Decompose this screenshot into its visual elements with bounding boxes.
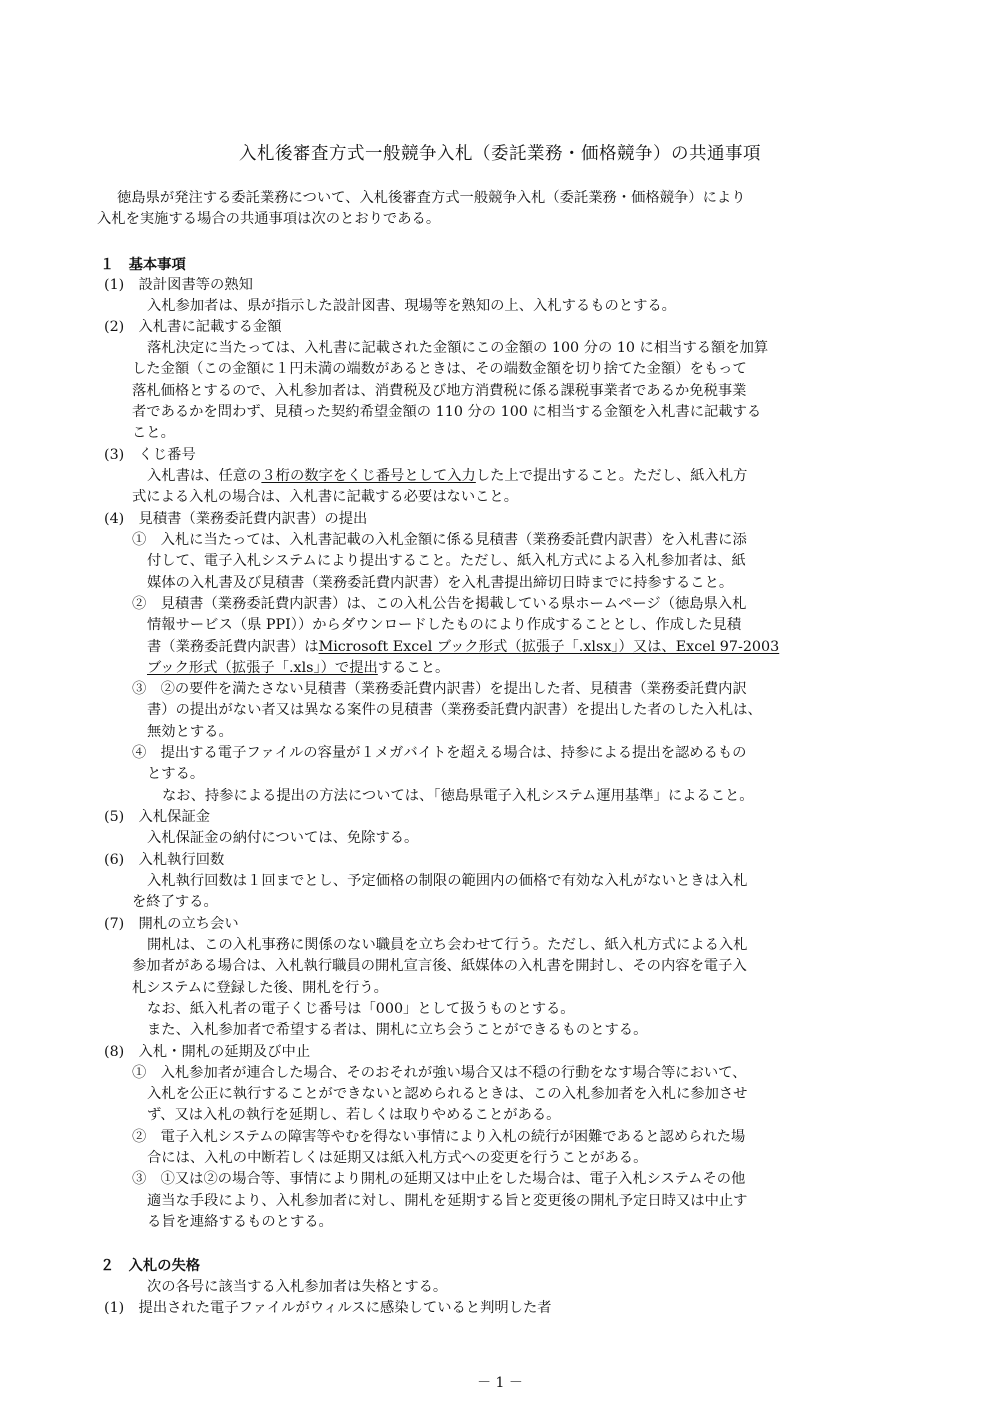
list-item-line: ① 入札参加者が連合した場合、そのおそれが強い場合又は不穏の行動をなす場合等において、 (132, 1065, 747, 1081)
section-heading: ２ 入札の失格 (100, 1258, 201, 1274)
text-segment: すること。 (377, 660, 450, 676)
section-heading: １ 基本事項 (100, 257, 186, 273)
paragraph-line: を終了する。 (132, 894, 218, 910)
list-item-line: 入札を公正に執行することができないと認められるときは、この入札参加者を入札に参加させ (147, 1086, 748, 1102)
paragraph-line: 入札執行回数は１回までとし、予定価格の制限の範囲内の価格で有効な入札がないときは入札 (147, 873, 748, 889)
page-number: － 1 － (477, 1375, 523, 1391)
paragraph-line: した金額（この金額に１円未満の端数があるときは、その端数金額を切り捨てた金額）をもって (132, 361, 747, 377)
list-item-line: ③ ①又は②の場合等、事情により開札の延期又は中止をした場合は、電子入札システムその他 (132, 1171, 746, 1187)
paragraph-line: 入札参加者は、県が指示した設計図書、現場等を熟知の上、入札するものとする。 (147, 298, 676, 314)
list-item-line: 媒体の入札書及び見積書（業務委託費内訳書）を入札書提出締切日時までに持参すること。 (147, 575, 734, 591)
list-item-line (147, 658, 449, 678)
subsection-heading: (1) 提出された電子ファイルがウィルスに感染していると判明した者 (104, 1300, 552, 1316)
list-item-line: ① 入札に当たっては、入札書記載の入札金額に係る見積書（業務委託費内訳書）を入札書に添 (132, 532, 747, 548)
text-segment: 入札書は、任意の (147, 468, 262, 484)
subsection-heading: (3) くじ番号 (104, 447, 196, 463)
list-item-line: 適当な手段により、入札参加者に対し、開札を延期する旨と変更後の開札予定日時又は中止す (147, 1193, 748, 1209)
paragraph-line: なお、紙入札者の電子くじ番号は「000」として扱うものとする。 (147, 1001, 575, 1017)
subsection-heading: (5) 入札保証金 (104, 809, 211, 825)
paragraph-line: 落札決定に当たっては、入札書に記載された金額にこの金額の 100 分の 10 に相当する額を加算 (147, 340, 769, 356)
document-title: 入札後審査方式一般競争入札（委託業務・価格競争）の共通事項 (239, 144, 761, 164)
paragraph-line: 入札保証金の納付については、免除する。 (147, 830, 419, 846)
paragraph-line: また、入札参加者で希望する者は、開札に立ち会うことができるものとする。 (147, 1022, 648, 1038)
paragraph-line: 落札価格とするので、入札参加者は、消費税及び地方消費税に係る課税事業者であるか免税事業 (132, 383, 747, 399)
subsection-heading: (2) 入札書に記載する金額 (104, 319, 282, 335)
subsection-heading: (4) 見積書（業務委託費内訳書）の提出 (104, 511, 368, 527)
list-item-line: 情報サービス（県 PPI））からダウンロードしたものにより作成することとし、作成した見積 (147, 617, 742, 633)
intro-line: 徳島県が発注する委託業務について、入札後審査方式一般競争入札（委託業務・価格競争）により (117, 190, 746, 206)
text-segment: した上で提出すること。ただし、紙入札方 (475, 468, 748, 484)
paragraph-line: 式による入札の場合は、入札書に記載する必要はないこと。 (132, 489, 519, 505)
subsection-heading: (8) 入札・開札の延期及び中止 (104, 1044, 311, 1060)
underlined-text: ブック形式（拡張子「.xls」）で提出 (147, 660, 378, 676)
list-item-line: ず、又は入札の執行を延期し、若しくは取りやめることがある。 (147, 1107, 561, 1123)
list-item-line: る旨を連絡するものとする。 (147, 1214, 333, 1230)
list-item-line: とする。 (147, 766, 205, 782)
intro-line: 入札を実施する場合の共通事項は次のとおりである。 (97, 211, 441, 227)
list-item-line: ② 電子入札システムの障害等やむを得ない事情により入札の続行が困難であると認められた場 (132, 1129, 746, 1145)
subsection-heading: (1) 設計図書等の熟知 (104, 277, 253, 293)
list-item-line: ③ ②の要件を満たさない見積書（業務委託費内訳書）を提出した者、見積書（業務委託費内訳 (132, 681, 747, 697)
text-segment: 書（業務委託費内訳書）は (147, 639, 319, 655)
list-item-line: ④ 提出する電子ファイルの容量が１メガバイトを超える場合は、持参による提出を認めるもの (132, 745, 747, 761)
paragraph-line: 次の各号に該当する入札参加者は失格とする。 (147, 1279, 448, 1295)
subsection-heading: (6) 入札執行回数 (104, 852, 225, 868)
paragraph-line: 参加者がある場合は、入札執行職員の開札宣言後、紙媒体の入札書を開封し、その内容を電子入 (132, 958, 747, 974)
list-item-line: 合には、入札の中断若しくは延期又は紙入札方式への変更を行うことがある。 (147, 1150, 648, 1166)
paragraph-line (147, 466, 747, 486)
underlined-text: Microsoft Excel ブック形式（拡張子「.xlsx」）又は、Excel 97-2003 (318, 639, 780, 655)
list-item-line: 書）の提出がない者又は異なる案件の見積書（業務委託費内訳書）を提出した者のした入札は、 (147, 702, 762, 718)
paragraph-line: こと。 (132, 425, 175, 441)
list-item-line: ② 見積書（業務委託費内訳書）は、この入札公告を掲載している県ホームページ（徳島県入札 (132, 596, 747, 612)
list-item-line: 付して、電子入札システムにより提出すること。ただし、紙入札方式による入札参加者は、紙 (147, 553, 746, 569)
list-item-line (147, 637, 779, 657)
paragraph-line: 札システムに登録した後、開札を行う。 (132, 980, 388, 996)
list-item-line: 無効とする。 (147, 724, 233, 740)
underlined-text: ３桁の数字をくじ番号として入力 (261, 468, 476, 484)
paragraph-line: 開札は、この入札事務に関係のない職員を立ち会わせて行う。ただし、紙入札方式による入札 (147, 937, 748, 953)
list-item-line: なお、持参による提出の方法については、「徳島県電子入札システム運用基準」によること。 (162, 788, 754, 804)
subsection-heading: (7) 開札の立ち会い (104, 916, 239, 932)
paragraph-line: 者であるかを問わず、見積った契約希望金額の 110 分の 100 に相当する金額を入札書に記載する (132, 404, 762, 420)
